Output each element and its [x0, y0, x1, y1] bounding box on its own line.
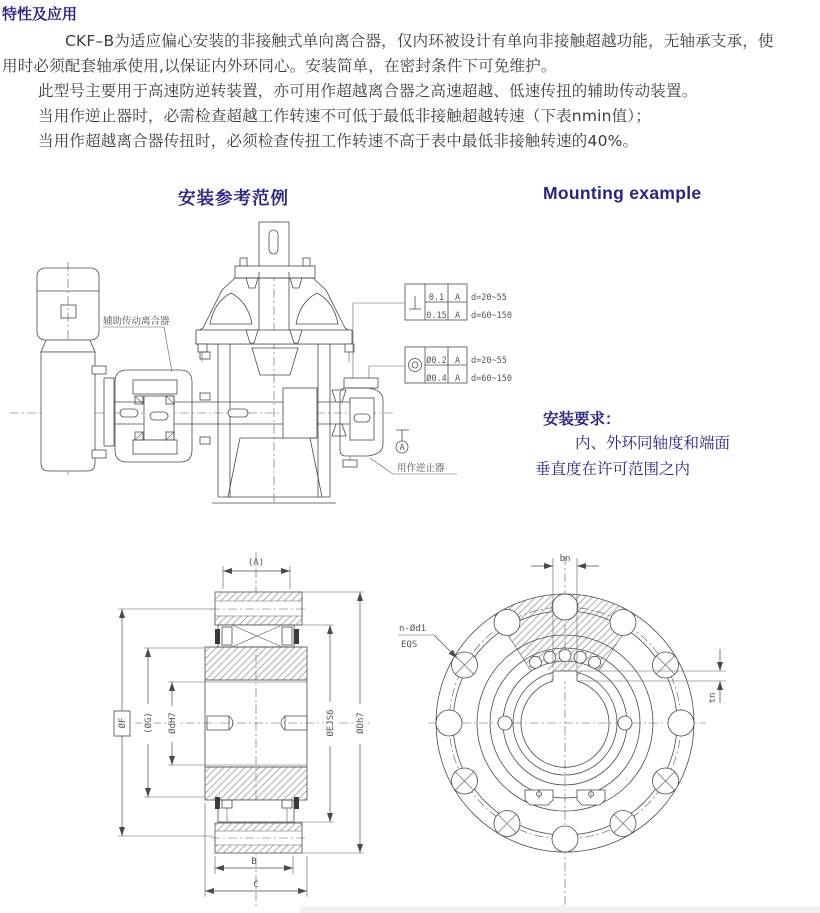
svg-text:Ø0.2: Ø0.2 — [426, 356, 447, 366]
svg-text:d=20~55: d=20~55 — [471, 293, 507, 303]
tolerance-table-concentricity — [405, 347, 512, 384]
technical-drawings — [0, 218, 820, 913]
body-text-line: 此型号主要用于高速防逆转装置，亦可用作超越离合器之高速超越、低速传扭的辅助传动装置。 — [38, 82, 698, 100]
dim-label-d: ØdH7 — [168, 712, 178, 734]
heading-mounting-example-en: Mounting example — [543, 183, 702, 203]
mounting-requirements-line: 垂直度在许可范围之内 — [535, 460, 691, 478]
dim-label-bn: bn — [559, 554, 571, 564]
dim-label-D: ØDh7 — [356, 712, 366, 734]
svg-text:A: A — [454, 356, 461, 366]
section-view-drawing — [114, 552, 372, 908]
body-text-line: 当用作逆止器时，必需检查超越工作转速不可低于最低非接触超越转速（下表nmin值）； — [38, 107, 652, 125]
dim-label-tn: tn — [708, 692, 718, 704]
section-title: 特性及应用 — [2, 5, 78, 23]
datum-flag — [396, 430, 409, 453]
aux-clutch-label: 辅助传动离合器 — [103, 316, 170, 327]
heading-installation-example-zh: 安装参考范例 — [178, 189, 289, 209]
page-edge-shading — [300, 906, 820, 913]
svg-text:A: A — [454, 374, 461, 384]
perpendicularity-icon — [409, 296, 421, 309]
front-view-drawing — [398, 554, 726, 908]
body-text-line: 当用作超越离合器传扭时，必须检查传扭工作转速不高于表中最低非接触转速的40%。 — [38, 132, 639, 150]
dim-label-A-top: (A) — [247, 558, 265, 568]
gearbox — [196, 222, 354, 503]
dim-label-F: ØF — [118, 717, 128, 729]
dim-label-B: B — [251, 857, 257, 867]
dim-label-G: (ØG) — [144, 712, 154, 734]
svg-text:A: A — [454, 293, 461, 303]
svg-text:d=20~55: d=20~55 — [471, 356, 507, 366]
table-leader — [369, 366, 405, 378]
body-text-line: CKF–B为适应偏心安装的非接触式单向离合器，仅内环被设计有单向非接触超越功能，无轴承支承，使 — [65, 32, 774, 50]
svg-text:0.1: 0.1 — [428, 293, 445, 303]
body-text-line: 用时必须配套轴承使用,以保证内外环同心。安装简单，在密封条件下可免维护。 — [2, 57, 557, 75]
svg-text:Ø0.4: Ø0.4 — [426, 374, 447, 384]
dim-label-eqs: EQS — [401, 640, 418, 650]
svg-text:d=60~150: d=60~150 — [471, 374, 512, 384]
tolerance-table-perpendicularity — [405, 284, 512, 321]
dim-label-E: ØEJS6 — [326, 709, 336, 737]
table-leader — [353, 303, 405, 378]
aux-clutch — [92, 366, 192, 462]
svg-text:A: A — [399, 443, 405, 453]
dim-label-C: C — [253, 880, 259, 890]
mounting-requirements-line: 内、外环同轴度和端面 — [575, 434, 731, 452]
mounting-example-drawing — [10, 221, 512, 505]
mounting-requirements-title: 安装要求： — [543, 410, 621, 428]
backstop-label: 用作逆止器 — [397, 463, 445, 474]
backstop-clutch — [332, 378, 383, 467]
dim-label-nd1: n-Ød1 — [399, 624, 427, 634]
concentricity-icon — [409, 359, 422, 372]
svg-text:d=60~150: d=60~150 — [471, 311, 512, 321]
svg-text:A: A — [454, 311, 461, 321]
svg-text:0.15: 0.15 — [426, 311, 447, 321]
